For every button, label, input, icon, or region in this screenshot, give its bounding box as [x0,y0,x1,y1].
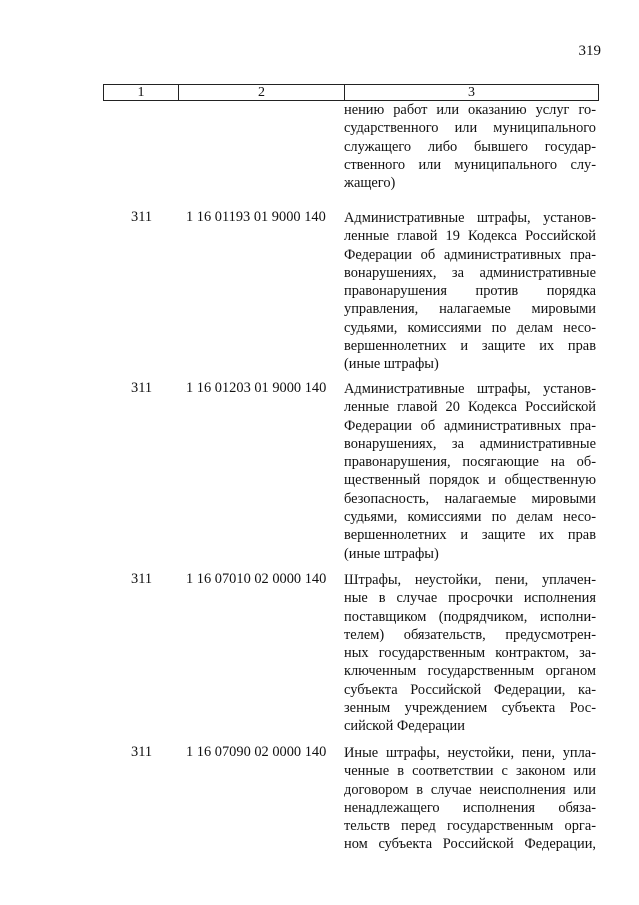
description-line: Административные штрафы, установ- [344,381,596,397]
description-line: тельств перед государственным орга- [344,818,596,835]
description-line: ных государственным контрактом, за- [344,645,596,662]
description-line: Федерации об административных пра- [344,246,596,263]
admin-code: 311 [131,744,153,760]
kbk-code: 1 16 01193 01 9000 140 [186,209,326,225]
row-description [344,209,596,374]
description-line: вершеннолетних и защите их прав [344,338,596,355]
column-header-3: 3 [345,85,599,101]
column-header-2: 2 [179,85,345,101]
description-line: (иные штрафы) [344,356,439,373]
description-line: вершеннолетних и защите их прав [344,527,596,544]
row-description [344,571,596,736]
description-line: вонарушениях, за административные [344,435,596,452]
row-description [344,380,596,563]
description-line: нению работ или оказанию услуг го- [344,102,596,118]
description-line: служащего либо бывшего государ- [344,138,596,155]
description-line: вонарушениях, за административные [344,264,596,281]
description-line: ленные главой 20 Кодекса Российской [344,399,596,416]
kbk-code: 1 16 07010 02 0000 140 [186,571,327,587]
description-line: ственного или муниципального слу- [344,156,596,173]
admin-code: 311 [131,380,153,396]
description-line: ключенным государственным органом [344,663,596,680]
description-line: управления, налагаемые мировыми [344,301,596,318]
column-header-1: 1 [104,85,179,101]
admin-code: 311 [131,571,153,587]
description-line: безопасность, налагаемые мировыми [344,490,596,507]
kbk-code: 1 16 07090 02 0000 140 [186,744,327,760]
row-description [344,744,596,854]
description-line: Иные штрафы, неустойки, пени, упла- [344,745,596,761]
description-line: договором в случае неисполнения или [344,781,596,798]
admin-code: 311 [131,209,153,225]
continuation-description [344,101,596,192]
description-line: ченные в соответствии с законом или [344,763,596,780]
description-line: щественный порядок и общественную [344,472,596,489]
description-line: судьями, комиссиями по делам несо- [344,319,596,336]
description-line: Федерации об административных пра- [344,417,596,434]
description-line: ненадлежащего исполнения обяза- [344,799,596,816]
description-line: правонарушения, посягающие на об- [344,454,596,471]
description-line: зенным учреждением субъекта Рос- [344,700,596,717]
description-line: Административные штрафы, установ- [344,210,596,226]
description-line: (иные штрафы) [344,545,439,562]
description-line: сийской Федерации [344,718,465,735]
description-line: ном субъекта Российской Федерации, [344,836,596,853]
description-line: сударственного или муниципального [344,120,596,137]
description-line: судьями, комиссиями по делам несо- [344,509,596,526]
description-line: ленные главой 19 Кодекса Российской [344,228,596,245]
description-line: Штрафы, неустойки, пени, уплачен- [344,572,596,588]
page-number: 319 [578,43,601,59]
description-line: субъекта Российской Федерации, ка- [344,681,596,698]
description-line: поставщиком (подрядчиком, исполни- [344,608,596,625]
description-line: жащего) [344,175,396,192]
description-line: ные в случае просрочки исполнения [344,590,596,607]
description-line: правонарушения против порядка [344,283,596,300]
description-line: телем) обязательств, предусмотрен- [344,626,596,643]
kbk-code: 1 16 01203 01 9000 140 [186,380,327,396]
column-header-row [104,85,599,101]
column-header-table [103,84,599,101]
